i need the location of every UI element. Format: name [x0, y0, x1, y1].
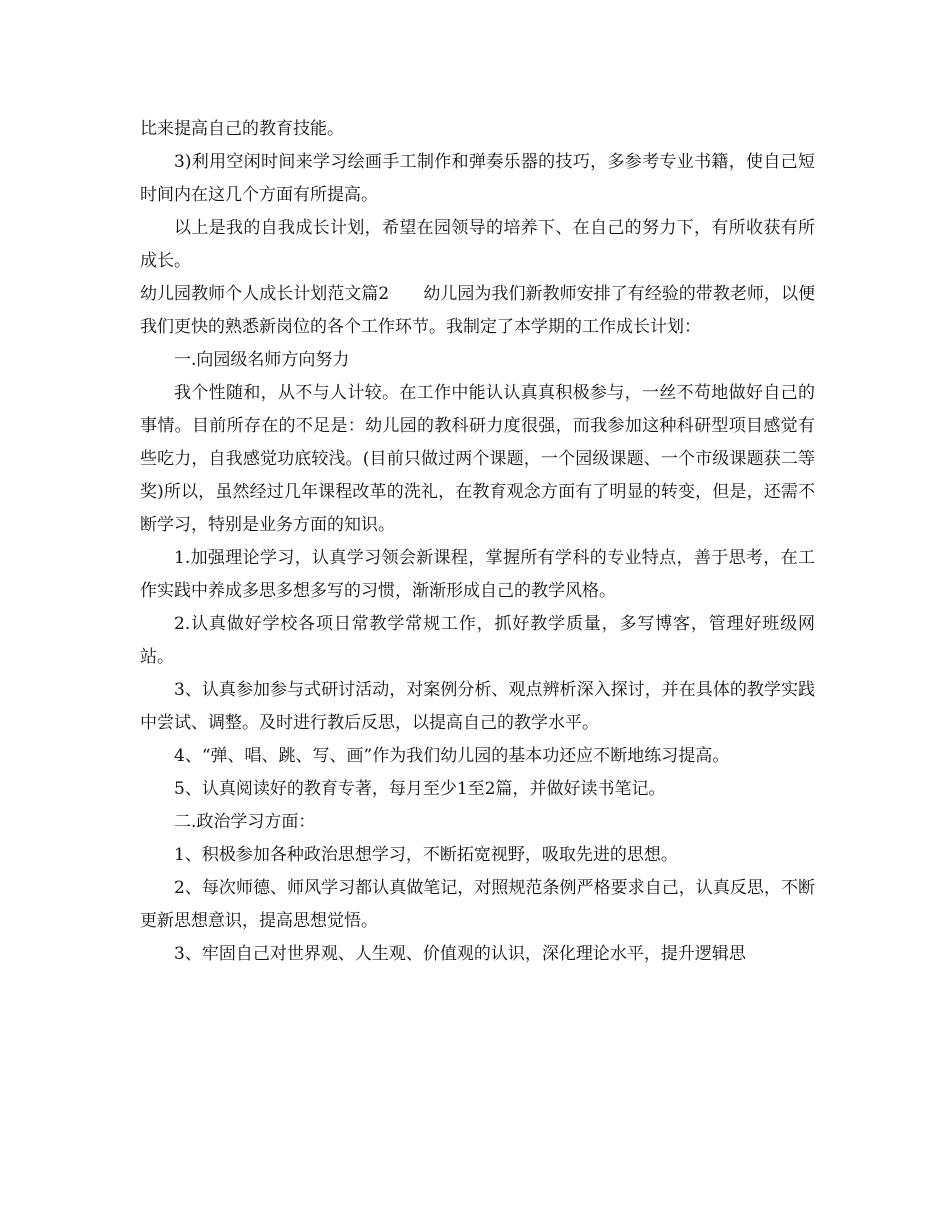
paragraph: 我个性随和，从不与人计较。在工作中能认认真真积极参与，一丝不苟地做好自己的事情。目前所存在的不足是：幼儿园的教科研力度很强，而我参加这种科研型项目感觉有些吃力，自我感觉功底较浅。(目前只做过两个课题，一个园级课题、一个市级课题获二等奖)所以，虽然经过几年课程改革的洗礼，在教育观念方面有了明显的转变，但是，还需不断学习，特别是业务方面的知识。: [140, 383, 815, 535]
paragraph: 2、每次师德、师风学习都认真做笔记，对照规范条例严格要求自己，认真反思，不断更新思想意识，提高思想觉悟。: [140, 878, 815, 931]
paragraph: 3、认真参加参与式研讨活动，对案例分析、观点辨析深入探讨，并在具体的教学实践中尝试、调整。及时进行教后反思，以提高自己的教学水平。: [140, 680, 815, 733]
paragraph-section-heading: 幼儿园教师个人成长计划范文篇2 幼儿园为我们新教师安排了有经验的带教老师，以便我们更快的熟悉新岗位的各个工作环节。我制定了本学期的工作成长计划：: [140, 284, 815, 337]
paragraph: 5、认真阅读好的教育专著，每月至少1至2篇，并做好读书笔记。: [174, 779, 666, 799]
paragraph: 3)利用空闲时间来学习绘画手工制作和弹奏乐器的技巧，多参考专业书籍，使自己短时间内在这几个方面有所提高。: [140, 152, 815, 205]
paragraph-heading: 二.政治学习方面：: [174, 812, 316, 832]
paragraph: 3、牢固自己对世界观、人生观、价值观的认识，深化理论水平，提升逻辑思: [174, 944, 746, 964]
paragraph: 1.加强理论学习，认真学习领会新课程，掌握所有学科的专业特点，善于思考，在工作实践中养成多思多想多写的习惯，渐渐形成自己的教学风格。: [140, 548, 815, 601]
paragraph: 1、积极参加各种政治思想学习，不断拓宽视野，吸取先进的思想。: [174, 845, 678, 865]
paragraph: 比来提高自己的教育技能。: [140, 119, 344, 139]
paragraph: 4、“弹、唱、跳、写、画”作为我们幼儿园的基本功还应不断地练习提高。: [174, 746, 730, 766]
document-body: [140, 113, 815, 971]
paragraph: 2.认真做好学校各项日常教学常规工作，抓好教学质量，多写博客，管理好班级网站。: [140, 614, 815, 667]
paragraph: 以上是我的自我成长计划，希望在园领导的培养下、在自己的努力下，有所收获有所成长。: [140, 218, 815, 271]
paragraph-heading: 一.向园级名师方向努力: [174, 350, 350, 370]
